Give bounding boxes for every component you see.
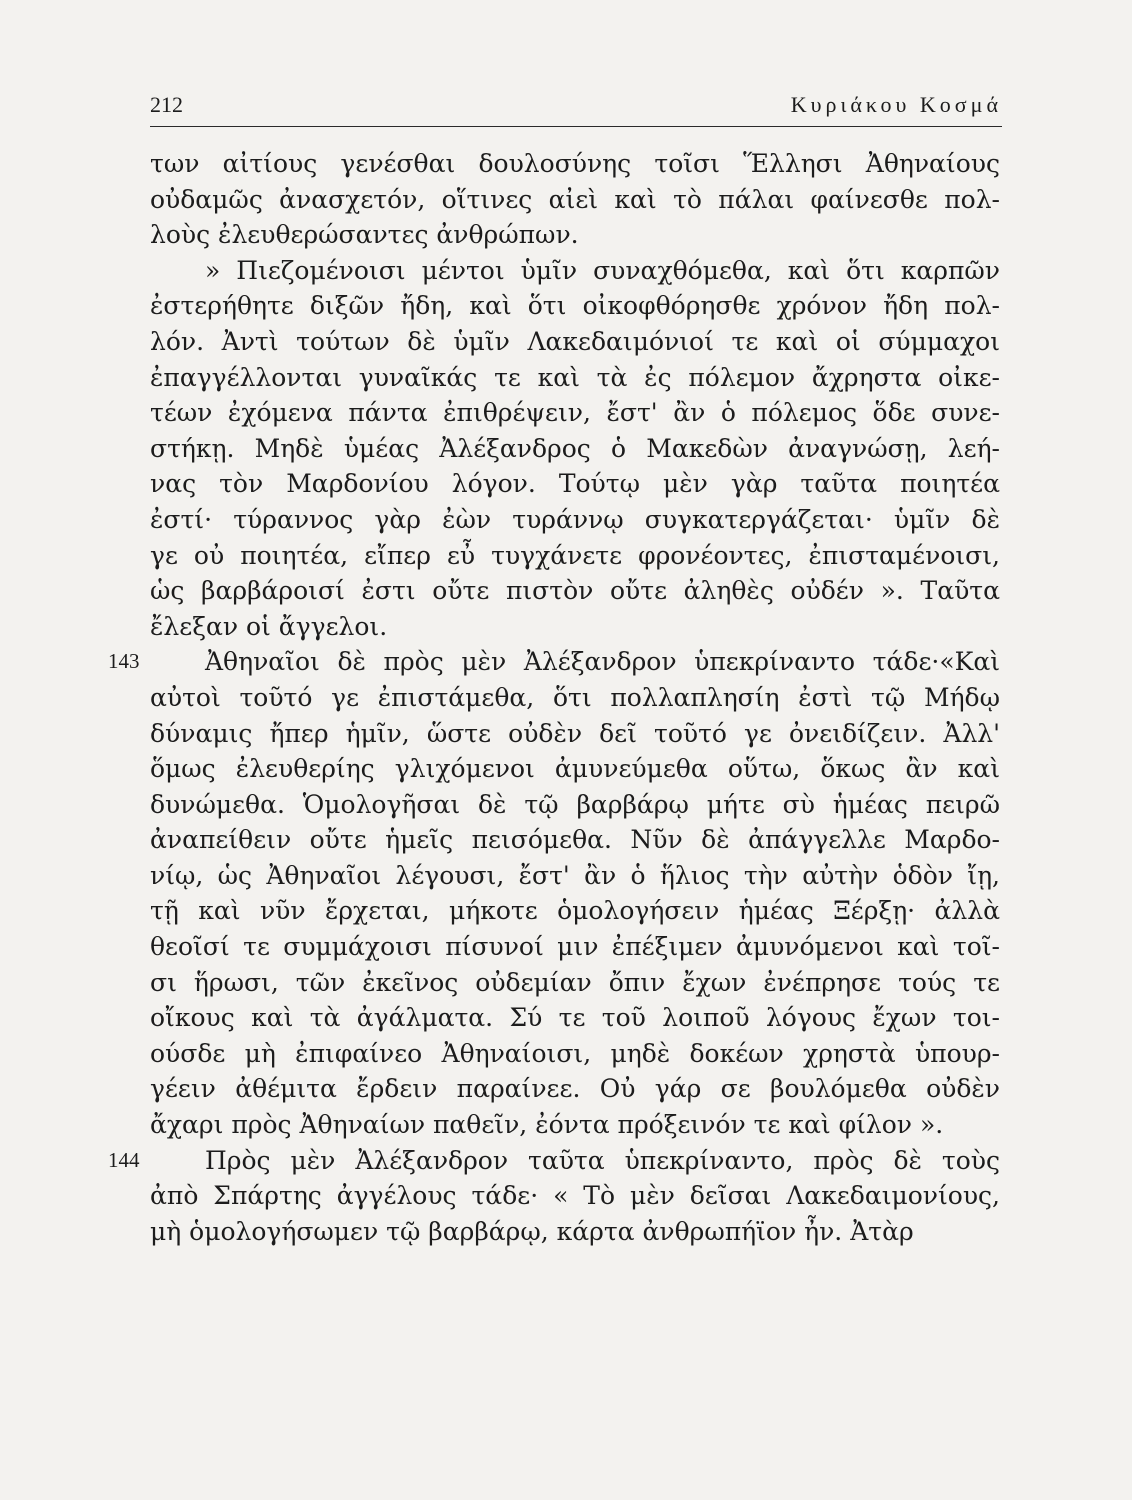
line-text: ἀπὸ Σπάρτης ἀγγέλους τάδε· « Τὸ μὲν δεῖσαι Λακεδαιμονίους,	[150, 1181, 1000, 1211]
line-text: ὅμως ἐλευθερίης γλιχόμενοι ἀμυνεύμεθα οὕτω, ὅκως ἂν καὶ	[150, 754, 1000, 784]
text-line	[150, 360, 1000, 396]
line-text: ἐστερήθητε διξῶν ἤδη, καὶ ὅτι οἰκοφθόρησθε χρόνον ἤδη πολ-	[150, 291, 1000, 321]
line-text: ἔλεξαν οἱ ἄγγελοι.	[150, 611, 388, 641]
text-line	[150, 573, 1000, 609]
line-text: στήκῃ. Μηδὲ ὑμέας Ἀλέξανδρος ὁ Μακεδὼν ἀναγνώσῃ, λεή-	[150, 433, 1000, 463]
body-text	[108, 146, 1000, 1249]
text-line	[150, 288, 1000, 324]
line-text: ούσδε μὴ ἐπιφαίνεο Ἀθηναίοισι, μηδὲ δοκέων χρηστὰ ὑπουρ-	[150, 1038, 1000, 1068]
line-text: αὐτοὶ τοῦτό γε ἐπιστάμεθα, ὅτι πολλαπλησίη ἐστὶ τῷ Μήδῳ	[150, 682, 1000, 712]
text-line	[150, 217, 1000, 253]
page-number: 212	[150, 92, 183, 117]
text-line	[150, 965, 1000, 1001]
text-line	[150, 431, 1000, 467]
line-text: γέειν ἀθέμιτα ἔρδειν παραίνεε. Οὐ γάρ σε βουλόμεθα οὐδὲν	[150, 1074, 1000, 1104]
text-line	[150, 716, 1000, 752]
line-text: » Πιεζομένοισι μέντοι ὑμῖν συναχθόμεθα, καὶ ὅτι καρπῶν	[205, 255, 1000, 285]
section-number: 144	[108, 1147, 140, 1172]
text-line	[108, 1143, 1000, 1179]
line-text: οἴκους καὶ τὰ ἀγάλματα. Σύ τε τοῦ λοιποῦ λόγους ἔχων τοι-	[150, 1003, 1000, 1033]
line-text: των αἰτίους γενέσθαι δουλοσύνης τοῖσι Ἕλλησι Ἀθηναίους	[150, 149, 1000, 178]
paragraph	[150, 146, 1000, 253]
page-header	[150, 92, 1002, 127]
text-line	[150, 858, 1000, 894]
paragraph	[150, 253, 1000, 645]
line-text: οὐδαμῶς ἀνασχετόν, οἵτινες αἰεὶ καὶ τὸ πάλαι φαίνεσθε πολ-	[150, 184, 1000, 214]
text-line	[150, 1036, 1000, 1072]
text-line	[150, 822, 1000, 858]
line-text: γε οὐ ποιητέα, εἴπερ εὖ τυγχάνετε φρονέοντες, ἐπισταμένοισι,	[150, 540, 1000, 570]
paragraph	[108, 1143, 1000, 1250]
line-text: ἀναπείθειν οὔτε ἡμεῖς πεισόμεθα. Νῦν δὲ ἀπάγγελλε Μαρδο-	[150, 825, 1000, 855]
text-line	[150, 502, 1000, 538]
text-line	[150, 929, 1000, 965]
text-line	[150, 1071, 1000, 1107]
text-line	[150, 1214, 1000, 1250]
text-line	[150, 466, 1000, 502]
text-line	[150, 1178, 1000, 1214]
line-text: τέων ἐχόμενα πάντα ἐπιθρέψειν, ἔστ' ἂν ὁ πόλεμος ὅδε συνε-	[150, 398, 1000, 428]
line-text: Ἀθηναῖοι δὲ πρὸς μὲν Ἀλέξανδρον ὑπεκρίναντο τάδε·«Καὶ	[205, 647, 1000, 677]
text-line	[150, 538, 1000, 574]
text-line	[108, 644, 1000, 680]
line-text: ἐπαγγέλλονται γυναῖκάς τε καὶ τὰ ἐς πόλεμον ἄχρηστα οἰκε-	[150, 362, 1000, 392]
line-text: θεοῖσί τε συμμάχοισι πίσυνοί μιν ἐπέξιμεν ἀμυνόμενοι καὶ τοῖ-	[150, 932, 1000, 962]
line-text: λοὺς ἐλευθερώσαντες ἀνθρώπων.	[150, 220, 579, 250]
text-line	[150, 787, 1000, 823]
line-text: τῇ καὶ νῦν ἔρχεται, μήκοτε ὁμολογήσειν ἡμέας Ξέρξῃ· ἀλλὰ	[150, 896, 1000, 926]
line-text: ἐστί· τύραννος γὰρ ἐὼν τυράννῳ συγκατεργάζεται· ὑμῖν δὲ	[150, 504, 1000, 534]
running-head: Κυριάκου Κοσμά	[790, 92, 1002, 117]
text-line	[150, 324, 1000, 360]
line-text: ἄχαρι πρὸς Ἀθηναίων παθεῖν, ἐόντα πρόξεινόν τε καὶ φίλον ».	[150, 1110, 944, 1140]
text-line	[150, 253, 1000, 289]
line-text: Πρὸς μὲν Ἀλέξανδρον ταῦτα ὑπεκρίναντο, πρὸς δὲ τοὺς	[205, 1145, 1000, 1175]
line-text: σι ἥρωσι, τῶν ἐκεῖνος οὐδεμίαν ὄπιν ἔχων ἐνέπρησε τούς τε	[150, 967, 1000, 997]
line-text: λόν. Ἀντὶ τούτων δὲ ὑμῖν Λακεδαιμόνιοί τε καὶ οἱ σύμμαχοι	[150, 326, 1000, 356]
text-line	[150, 1107, 1000, 1143]
line-text: νίῳ, ὡς Ἀθηναῖοι λέγουσι, ἔστ' ἂν ὁ ἥλιος τὴν αὐτὴν ὁδὸν ἴῃ,	[150, 860, 1000, 890]
line-text: δυνώμεθα. Ὁμολογῆσαι δὲ τῷ βαρβάρῳ μήτε σὺ ἡμέας πειρῶ	[150, 789, 1000, 819]
paragraph	[108, 644, 1000, 1142]
text-line	[150, 893, 1000, 929]
line-text: μὴ ὁμολογήσωμεν τῷ βαρβάρῳ, κάρτα ἀνθρωπήϊον ἦν. Ἀτὰρ	[150, 1216, 914, 1246]
text-line	[150, 1000, 1000, 1036]
text-line	[150, 146, 1000, 182]
text-line	[150, 182, 1000, 218]
text-line	[150, 680, 1000, 716]
text-line	[150, 751, 1000, 787]
line-text: δύναμις ἤπερ ἡμῖν, ὥστε οὐδὲν δεῖ τοῦτό γε ὀνειδίζειν. Ἀλλ'	[150, 718, 1000, 748]
line-text: ὡς βαρβάροισί ἐστι οὔτε πιστὸν οὔτε ἀληθὲς οὐδέν ». Ταῦτα	[150, 576, 1000, 606]
section-number: 143	[108, 649, 140, 674]
text-line	[150, 609, 1000, 645]
text-line	[150, 395, 1000, 431]
line-text: νας τὸν Μαρδονίου λόγον. Τούτῳ μὲν γὰρ ταῦτα ποιητέα	[150, 469, 1000, 499]
